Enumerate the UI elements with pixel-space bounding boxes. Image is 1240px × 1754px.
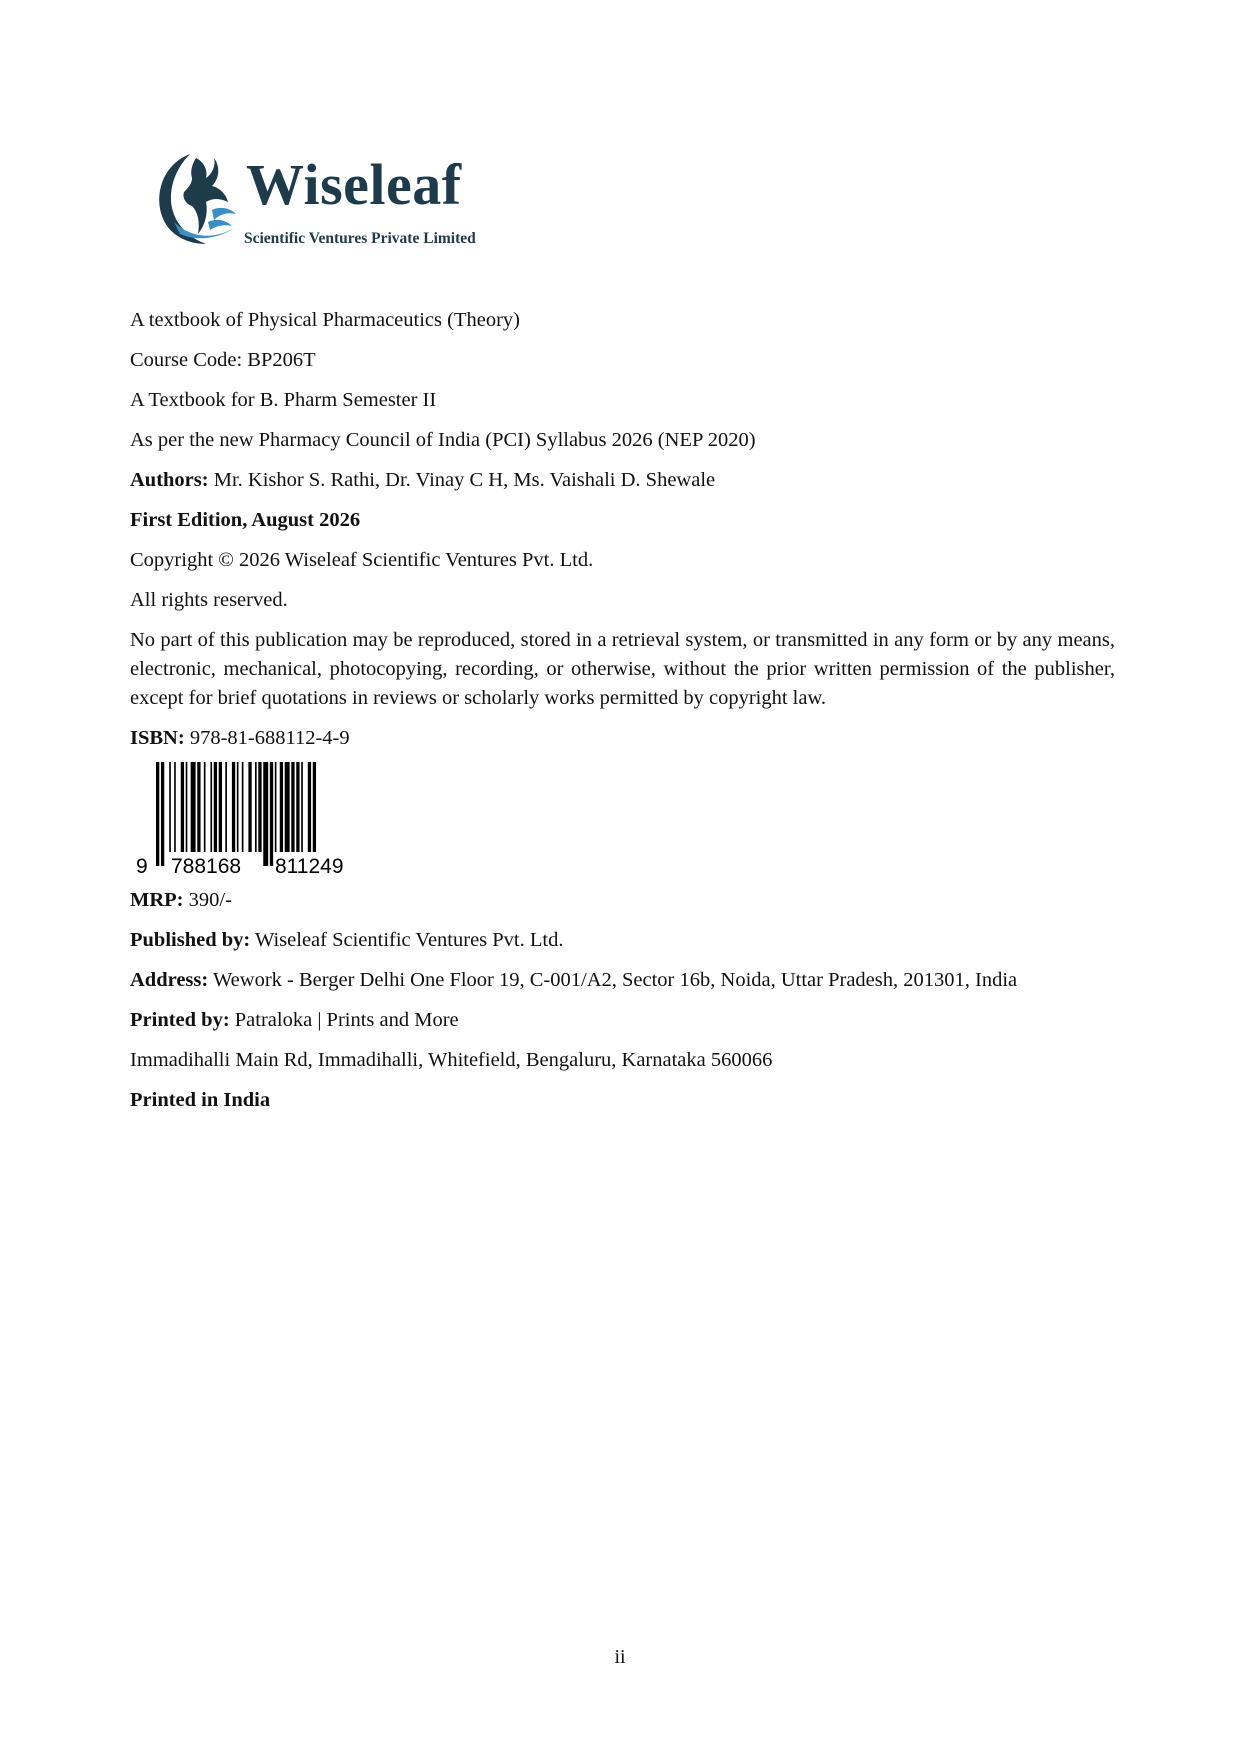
leaf-dancer-logo-icon bbox=[150, 148, 242, 248]
copyright-line: Copyright © 2026 Wiseleaf Scientific Ventures Pvt. Ltd. bbox=[130, 549, 594, 571]
barcode-bar bbox=[248, 762, 251, 852]
barcode-bar bbox=[191, 762, 196, 852]
barcode-bar bbox=[225, 762, 227, 852]
barcode-bar bbox=[280, 762, 283, 852]
barcode-bar bbox=[301, 762, 303, 852]
barcode-bar bbox=[181, 762, 184, 852]
rights-line: All rights reserved. bbox=[130, 589, 288, 611]
barcode-bar bbox=[263, 762, 268, 866]
mrp-label: MRP: bbox=[130, 889, 184, 911]
barcode-bar bbox=[275, 762, 277, 852]
copyright-notice: No part of this publication may be reproduced, stored in a retrieval system, or transmitted in any form or by any means, electronic, mechanical, photocopying, recording, or otherwise, without the prior written permission of the publisher, except for brief quotations in reviews or scholarly works permitted by copyright law. bbox=[130, 629, 1115, 709]
logo-tagline: Scientific Ventures Private Limited bbox=[244, 230, 476, 247]
barcode-bar bbox=[204, 762, 206, 852]
publisher-logo bbox=[150, 148, 495, 248]
syllabus-line: As per the new Pharmacy Council of India (PCI) Syllabus 2026 (NEP 2020) bbox=[130, 429, 756, 451]
address-line bbox=[130, 966, 1115, 995]
barcode-bar bbox=[186, 762, 188, 852]
mrp-value: 390/- bbox=[183, 889, 232, 911]
mrp-line bbox=[130, 886, 1115, 915]
barcode-bar bbox=[169, 762, 171, 852]
barcode-bar bbox=[291, 762, 294, 852]
barcode-bar bbox=[156, 762, 159, 866]
course-code: Course Code: BP206T bbox=[130, 349, 316, 371]
isbn-value: 978-81-688112-4-9 bbox=[184, 727, 350, 749]
barcode-bar bbox=[210, 762, 212, 852]
isbn-line bbox=[130, 724, 1115, 753]
barcode-lead-digit: 9 bbox=[136, 855, 148, 878]
published-line bbox=[130, 926, 1115, 955]
printed-by-line bbox=[130, 1006, 1115, 1035]
barcode-bar bbox=[237, 762, 239, 852]
barcode-bar bbox=[242, 762, 244, 852]
barcode-bar bbox=[296, 762, 299, 852]
published-label: Published by: bbox=[130, 929, 251, 951]
barcode-bar bbox=[285, 762, 290, 852]
barcode-bar bbox=[174, 762, 176, 852]
book-title: A textbook of Physical Pharmaceutics (Theory) bbox=[130, 309, 520, 331]
barcode-bar bbox=[161, 762, 164, 866]
barcode-bar bbox=[270, 762, 273, 866]
printed-in-line: Printed in India bbox=[130, 1089, 271, 1111]
isbn-barcode bbox=[130, 758, 385, 878]
imprint-block bbox=[130, 306, 1115, 1126]
page-number: ii bbox=[614, 1646, 626, 1668]
address-label: Address: bbox=[130, 969, 209, 991]
edition-line: First Edition, August 2026 bbox=[130, 509, 361, 531]
printed-by-label: Printed by: bbox=[130, 1009, 230, 1031]
barcode-bar bbox=[197, 762, 200, 852]
semester-line: A Textbook for B. Pharm Semester II bbox=[130, 389, 437, 411]
barcode-bar bbox=[255, 762, 257, 852]
logo-wordmark: Wiseleaf bbox=[246, 152, 462, 217]
printer-address: Immadihalli Main Rd, Immadihalli, Whitefield, Bengaluru, Karnataka 560066 bbox=[130, 1049, 773, 1071]
authors-label: Authors: bbox=[130, 469, 209, 491]
barcode-bar bbox=[308, 762, 311, 852]
barcode-group-2: 811249 bbox=[275, 855, 344, 878]
barcode-bar bbox=[313, 762, 316, 852]
barcode-bar bbox=[214, 762, 217, 852]
address-value: Wework - Berger Delhi One Floor 19, C-001/A2, Sector 16b, Noida, Uttar Pradesh, 201301, India bbox=[208, 969, 1018, 991]
isbn-label: ISBN: bbox=[130, 727, 185, 749]
published-value: Wiseleaf Scientific Ventures Pvt. Ltd. bbox=[250, 929, 564, 951]
barcode-bar bbox=[232, 762, 235, 852]
barcode-group-1: 788168 bbox=[171, 855, 242, 878]
authors-value: Mr. Kishor S. Rathi, Dr. Vinay C H, Ms. Vaishali D. Shewale bbox=[208, 469, 716, 491]
barcode-bar bbox=[258, 762, 261, 852]
barcode-bar bbox=[219, 762, 222, 852]
printed-by-value: Patraloka | Prints and More bbox=[229, 1009, 459, 1031]
authors-line bbox=[130, 466, 1115, 495]
